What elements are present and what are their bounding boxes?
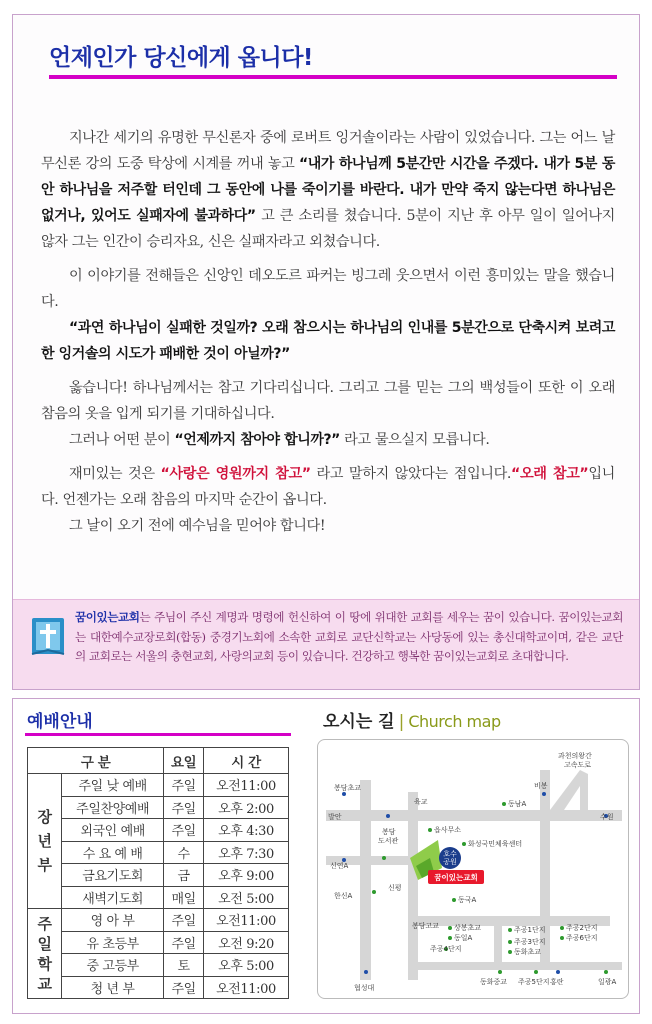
label-bibong: 비봉 xyxy=(534,782,548,790)
table-row xyxy=(28,774,289,797)
group-sunday-school: 주 일 학 교 xyxy=(28,909,62,999)
service-name: 주일찬양예배 xyxy=(62,796,164,819)
label-sinyeon: 신연A xyxy=(330,862,349,870)
info-panel xyxy=(12,698,640,1014)
paragraph-1 xyxy=(41,125,615,255)
paragraph-6-mid: 라고 말하지 않았다는 점입니다. xyxy=(310,466,512,482)
service-name: 외국인 예배 xyxy=(62,819,164,842)
service-name: 금요기도회 xyxy=(62,864,164,887)
table-row xyxy=(28,976,289,999)
worship-title: 예배안내 xyxy=(27,712,93,732)
service-day: 금 xyxy=(164,864,204,887)
paragraph-6-text: 재미있는 것은 xyxy=(69,466,161,482)
service-time: 오전11:00 xyxy=(204,774,289,797)
service-day: 주일 xyxy=(164,819,204,842)
paragraph-5-text: 그러나 어떤 분이 xyxy=(69,432,175,448)
label-jugong5: 주공5단지 xyxy=(518,978,550,986)
article-panel xyxy=(12,14,640,690)
header-time: 시 간 xyxy=(204,748,289,774)
service-name: 영 아 부 xyxy=(62,909,164,932)
table-row xyxy=(28,886,289,909)
label-jugong2: 주공2단지 xyxy=(566,924,598,932)
label-dongwha: 동화초교 xyxy=(514,948,542,956)
map-title-english: Church map xyxy=(408,712,501,731)
label-office: 읍사무소 xyxy=(434,826,462,834)
label-hyeopsung: 협성대 xyxy=(354,984,375,992)
mission-text xyxy=(75,608,623,667)
table-row xyxy=(28,796,289,819)
label-ilgwang: 일광A xyxy=(598,978,617,986)
service-day: 주일 xyxy=(164,774,204,797)
map-title-separator: | xyxy=(398,712,405,732)
label-dongwha-mid: 동화중교 xyxy=(480,978,508,986)
mission-description: 는 주님이 주신 계명과 명령에 헌신하여 이 땅에 위대한 교회를 세우는 꿈이 있습니다. 꿈이있는교회는 대한예수교장로회(합동) 중경기노회에 소속한 교회로 교단신학교는 사당동에 있는 총신대학교이며, 같은 교단의 교회로는 서울의 충현교회, 사랑의교회 등이 있습니다. 건강하고 행복한 꿈이있는교회로 초대합니다. xyxy=(75,610,623,663)
label-jugong1: 주공1단지 xyxy=(514,926,546,934)
paragraph-1-tail: 고 큰 소리를 쳤습니다. 5분이 지난 후 아무 일이 일어나지 않자 그는 인간이 승리자요, 신은 실패자라고 외쳤습니다. xyxy=(41,208,615,250)
label-hongran: 홍란 xyxy=(550,978,564,986)
paragraph-4: 옳습니다! 하나님께서는 참고 기다리십니다. 그리고 그를 믿는 그의 백성들이 또한 이 오래 참음의 옷을 입게 되기를 기대하십니다. xyxy=(41,380,615,422)
service-day: 수 xyxy=(164,841,204,864)
ingersoll-quote: “내가 하나님께 5분간만 시간을 주겠다. 내가 5분 동안 하나님을 저주할 터인데 그 동안에 나를 죽이기를 바란다. 내가 만약 죽지 않는다면 하나님은 없거나, 있어도 실패자에 불과하다” xyxy=(41,156,615,224)
table-row xyxy=(28,909,289,932)
label-gwacheon-2: 고속도로 xyxy=(564,761,592,769)
map-markers xyxy=(372,802,608,974)
worship-schedule-table xyxy=(27,747,289,999)
table-header-row xyxy=(28,748,289,774)
map-drawing xyxy=(318,740,629,999)
label-jugong6: 주공6단지 xyxy=(566,934,598,942)
service-time: 오전11:00 xyxy=(204,909,289,932)
label-yukgyo: 육교 xyxy=(414,798,428,806)
lake-label-1: 호수 xyxy=(443,850,457,858)
service-day: 주일 xyxy=(164,796,204,819)
label-dongnam: 동남A xyxy=(508,800,527,808)
worship-title-underline xyxy=(25,733,291,736)
church-map xyxy=(317,739,629,999)
service-time: 오전11:00 xyxy=(204,976,289,999)
paragraph-3 xyxy=(41,315,615,367)
paragraph-1-text: 지나간 세기의 유명한 무신론자 중에 로버트 잉거솔이라는 사람이 있었습니다. 그는 어느 날 무신론 강의 도중 탁상에 시계를 꺼내 놓고 xyxy=(41,130,615,172)
label-jugong4: 주공4단지 xyxy=(430,945,462,953)
article-title: 언제인가 당신에게 옵니다! xyxy=(49,45,313,71)
service-time: 오전 9:20 xyxy=(204,931,289,954)
label-bongdam: 봉담초교 xyxy=(334,784,362,792)
table-row xyxy=(28,841,289,864)
label-hansin: 한신A xyxy=(334,892,353,900)
service-time: 오후 9:00 xyxy=(204,864,289,887)
paragraph-6 xyxy=(41,461,615,513)
service-name: 수 요 예 배 xyxy=(62,841,164,864)
church-name: 꿈이있는교회 xyxy=(75,610,140,624)
table-row xyxy=(28,819,289,842)
label-bongdam-high: 봉담고교 xyxy=(412,922,440,930)
service-day: 주일 xyxy=(164,931,204,954)
label-library-1: 봉담 xyxy=(382,828,396,836)
group-adult: 장 년 부 xyxy=(28,774,62,909)
service-name: 중 고등부 xyxy=(62,954,164,977)
header-category: 구 분 xyxy=(28,748,164,774)
title-underline xyxy=(49,75,617,79)
label-suwon: 수원 xyxy=(600,813,614,821)
label-jugong3: 주공3단지 xyxy=(514,938,546,946)
label-balan: 발안 xyxy=(328,813,342,821)
question-quote: “언제까지 참아야 합니까?” xyxy=(174,432,340,448)
service-name: 청 년 부 xyxy=(62,976,164,999)
service-name: 주일 낮 예배 xyxy=(62,774,164,797)
mission-banner xyxy=(13,599,639,689)
love-quote: “사랑은 영원까지 참고” xyxy=(160,466,311,482)
label-gwacheon-1: 과천의왕간 xyxy=(558,752,592,760)
service-day: 주일 xyxy=(164,909,204,932)
service-time: 오후 5:00 xyxy=(204,954,289,977)
service-day: 매일 xyxy=(164,886,204,909)
church-label: 꿈이있는교회 xyxy=(434,873,478,882)
map-title-korean: 오시는 길 xyxy=(323,712,395,732)
service-name: 유 초등부 xyxy=(62,931,164,954)
map-title xyxy=(323,707,501,732)
label-library-2: 도서관 xyxy=(378,837,399,845)
label-sinpyeong: 신평 xyxy=(388,884,402,892)
paragraph-5-tail: 라고 물으실지 모릅니다. xyxy=(339,432,490,448)
service-day: 토 xyxy=(164,954,204,977)
service-day: 주일 xyxy=(164,976,204,999)
label-dongguk: 동국A xyxy=(458,896,477,904)
long-patience-quote: “오래 참고” xyxy=(511,466,589,482)
service-time: 오전 5:00 xyxy=(204,886,289,909)
table-row xyxy=(28,954,289,977)
paragraph-6-tail: 입니다. 언젠가는 오래 참음의 마지막 순간이 옵니다. xyxy=(41,466,615,508)
paragraph-2: 이 이야기를 전해들은 신앙인 데오도르 파커는 빙그레 웃으면서 이런 흥미있는 말을 했습니다. xyxy=(41,268,615,310)
service-time: 오후 4:30 xyxy=(204,819,289,842)
paragraph-7: 그 날이 오기 전에 예수님을 믿어야 합니다! xyxy=(69,518,326,534)
header-day: 요일 xyxy=(164,748,204,774)
service-name: 새벽기도회 xyxy=(62,886,164,909)
label-sangbong: 상봉초교 xyxy=(454,924,482,932)
label-dongil: 동일A xyxy=(454,934,473,942)
service-time: 오후 7:30 xyxy=(204,841,289,864)
lake-label-2: 공원 xyxy=(443,858,457,866)
article-body xyxy=(41,125,615,539)
table-row xyxy=(28,864,289,887)
parker-quote: “과연 하나님이 실패한 것일까? 오래 참으시는 하나님의 인내를 5분간으로 단축시켜 보려고 한 잉거솔의 시도가 패배한 것이 아닐까?” xyxy=(41,320,615,362)
label-sports-center: 화성국민체육센터 xyxy=(468,840,523,848)
service-time: 오후 2:00 xyxy=(204,796,289,819)
table-row xyxy=(28,931,289,954)
cross-book-icon xyxy=(31,614,65,658)
paragraph-5 xyxy=(41,427,615,453)
